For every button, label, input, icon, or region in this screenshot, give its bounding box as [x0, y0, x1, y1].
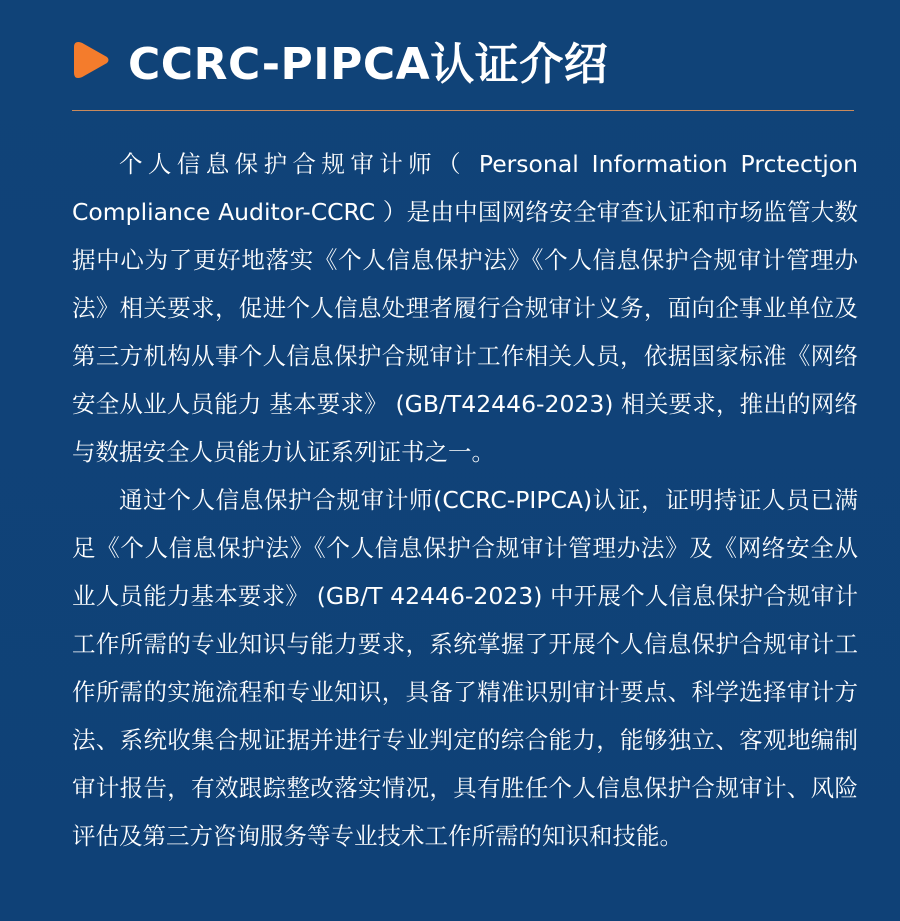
intro-content	[72, 140, 858, 860]
page-title: CCRC-PIPCA认证介绍	[128, 39, 609, 90]
intro-paragraph-1: 个人信息保护合规审计师（ Personal Information Prctectjon Compliance Auditor-CCRC ）是由中国网络安全审查认证和市场监管大数据中心为了更好地落实《个人信息保护法》《个人信息保护合规审计管理办法》相关要求，促进个人信息处理者履行合规审计义务，面向企事业单位及第三方机构从事个人信息保护合规审计工作相关人员，依据国家标准《网络安全从业人员能力 基本要求》 (GB/T42446-2023) 相关要求，推出的网络与数据安全人员能力认证系列证书之一。	[72, 150, 858, 466]
section-header	[72, 24, 608, 96]
title-divider	[72, 110, 854, 111]
intro-paragraph-2: 通过个人信息保护合规审计师(CCRC-PIPCA)认证，证明持证人员已满足《个人信息保护法》《个人信息保护合规审计管理办法》及《网络安全从业人员能力基本要求》 (GB/T 42446-2023) 中开展个人信息保护合规审计工作所需的专业知识与能力要求，系统掌握了开展个人信息保护合规审计工作所需的实施流程和专业知识，具备了精准识别审计要点、科学选择审计方法、系统收集合规证据并进行专业判定的综合能力，能够独立、客观地编制审计报告，有效跟踪整改落实情况，具有胜任个人信息保护合规审计、风险评估及第三方咨询服务等专业技术工作所需的知识和技能。	[72, 486, 858, 850]
play-icon	[72, 38, 112, 82]
